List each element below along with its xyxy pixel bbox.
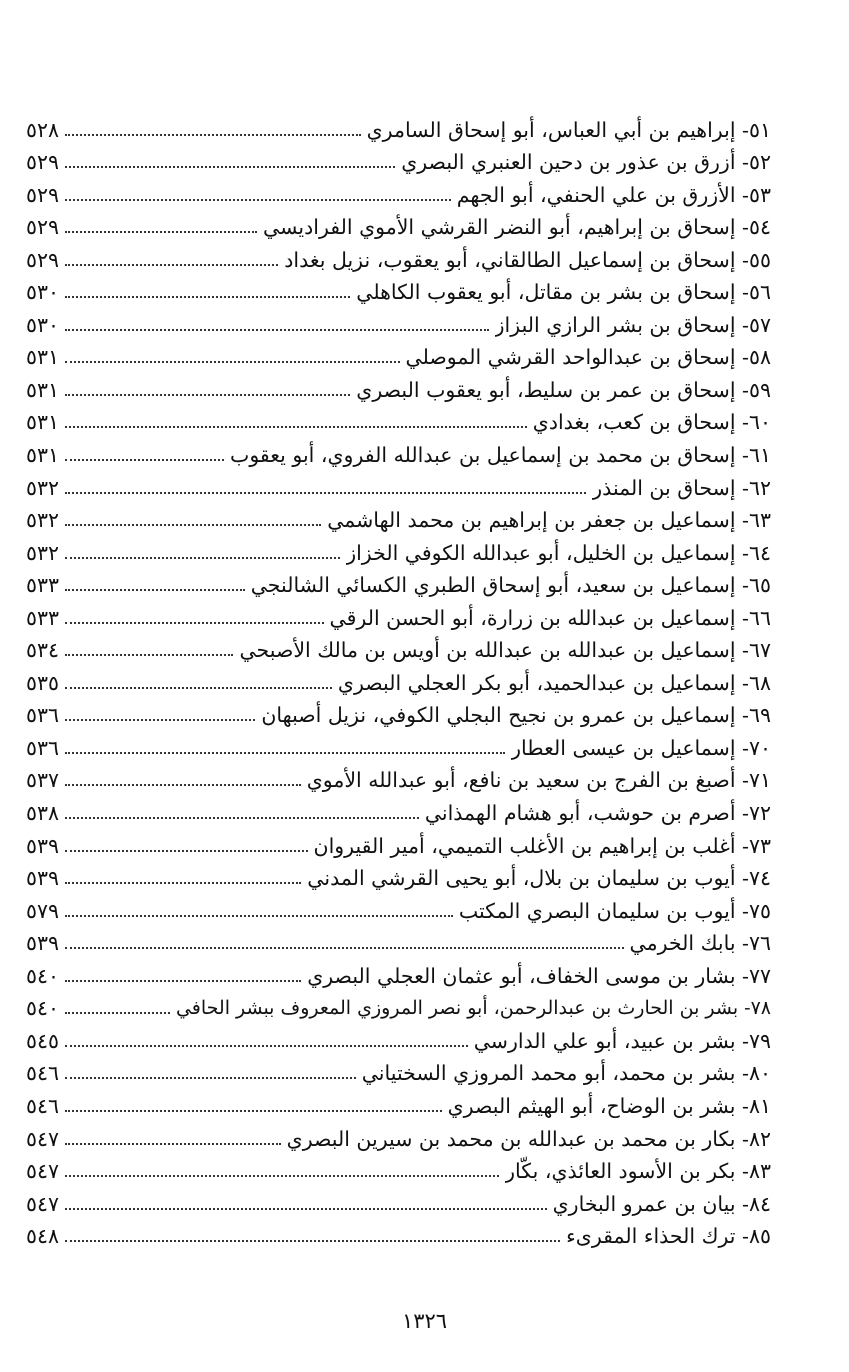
dot-leader [65, 782, 301, 786]
entry-page-number: ٥٢٩ [26, 150, 60, 175]
toc-entry [26, 211, 771, 244]
entry-page-number: ٥٣٢ [26, 540, 60, 565]
entry-page-number: ٥٤٥ [26, 1028, 60, 1053]
toc-entry [26, 341, 771, 374]
entry-title: ٦٩- إسماعيل بن عمرو بن نجيح البجلي الكوفي، نزيل أصبهان [261, 703, 771, 728]
dot-leader [65, 913, 453, 917]
dot-leader [65, 815, 419, 819]
entry-page-number: ٥٣٦ [26, 703, 60, 728]
entry-title: ٦٢- إسحاق بن المنذر [592, 475, 771, 500]
entry-page-number: ٥٢٩ [26, 215, 60, 240]
toc-entry [26, 764, 771, 797]
entry-page-number: ٥٣٤ [26, 638, 60, 663]
dot-leader [65, 197, 451, 201]
entry-title: ٨١- بشر بن الوضاح، أبو الهيثم البصري [447, 1093, 771, 1118]
entry-page-number: ٥٢٨ [26, 117, 60, 142]
entry-page-number: ٥٣٦ [26, 735, 60, 760]
entry-page-number: ٥٣٠ [26, 280, 60, 305]
dot-leader [65, 294, 350, 298]
entry-page-number: ٥٤٨ [26, 1224, 60, 1249]
dot-leader [65, 132, 361, 136]
entry-page-number: ٥٣٩ [26, 866, 60, 891]
dot-leader [65, 327, 489, 331]
toc-entry [26, 1122, 771, 1155]
toc-entry [26, 373, 771, 406]
entry-title: ٧٧- بشار بن موسى الخفاف، أبو عثمان العجلي البصري [307, 963, 771, 988]
dot-leader [65, 945, 623, 949]
entry-page-number: ٥٣٣ [26, 605, 60, 630]
toc-entry [26, 829, 771, 862]
dot-leader [65, 1173, 499, 1177]
entry-page-number: ٥٣٢ [26, 475, 60, 500]
table-of-contents [26, 113, 771, 1252]
entry-page-number: ٥٣١ [26, 443, 60, 468]
dot-leader [65, 457, 224, 461]
entry-title: ٨٥- ترك الحذاء المقرىء [566, 1224, 771, 1249]
dot-leader [65, 229, 257, 233]
entry-title: ٦٨- إسماعيل بن عبدالحميد، أبو بكر العجلي البصري [337, 670, 771, 695]
entry-title: ٥٧- إسحاق بن بشر الرازي البزاز [494, 312, 771, 337]
dot-leader [65, 1075, 356, 1079]
entry-title: ٧٠- إسماعيل بن عيسى العطار [511, 735, 771, 760]
dot-leader [65, 652, 233, 656]
entry-title: ٦٧- إسماعيل بن عبدالله بن عبدالله بن أويس بن مالك الأصبحي [239, 638, 771, 663]
entry-page-number: ٥٣١ [26, 345, 60, 370]
toc-entry [26, 146, 771, 179]
entry-title: ٥٤- إسحاق بن إبراهيم، أبو النضر القرشي الأموي الفراديسي [263, 215, 771, 240]
dot-leader [65, 880, 301, 884]
entry-page-number: ٥٤٧ [26, 1159, 60, 1184]
entry-page-number: ٥٤٧ [26, 1126, 60, 1151]
dot-leader [65, 587, 245, 591]
dot-leader [65, 164, 395, 168]
entry-page-number: ٥٧٩ [26, 898, 60, 923]
toc-entry [26, 438, 771, 471]
toc-entry [26, 113, 771, 146]
toc-entry [26, 862, 771, 895]
toc-entry [26, 308, 771, 341]
toc-entry [26, 927, 771, 960]
dot-leader [65, 424, 527, 428]
dot-leader [65, 490, 586, 494]
entry-page-number: ٥٢٩ [26, 247, 60, 272]
entry-title: ٨٠- بشر بن محمد، أبو محمد المروزي السختياني [361, 1061, 771, 1086]
entry-title: ٦٦- إسماعيل بن عبدالله بن زرارة، أبو الحسن الرقي [329, 605, 771, 630]
dot-leader [65, 1238, 560, 1242]
entry-title: ٦٣- إسماعيل بن جعفر بن إبراهيم بن محمد الهاشمي [327, 508, 771, 533]
entry-title: ٧٦- بابك الخرمي [629, 931, 771, 956]
toc-entry [26, 992, 771, 1025]
entry-title: ٧٢- أصرم بن حوشب، أبو هشام الهمذاني [424, 801, 771, 826]
toc-entry [26, 504, 771, 537]
entry-page-number: ٥٤٦ [26, 1093, 60, 1118]
entry-title: ٧٩- بشر بن عبيد، أبو علي الدارسي [473, 1028, 771, 1053]
toc-entry [26, 666, 771, 699]
toc-entry [26, 796, 771, 829]
entry-title: ٧٤- أيوب بن سليمان بن بلال، أبو يحيى القرشي المدني [307, 866, 771, 891]
entry-page-number: ٥٣٧ [26, 768, 60, 793]
entry-page-number: ٥٣٥ [26, 670, 60, 695]
entry-title: ٥١- إبراهيم بن أبي العباس، أبو إسحاق السامري [366, 117, 771, 142]
entry-page-number: ٥٢٩ [26, 182, 60, 207]
entry-title: ٧١- أصبغ بن الفرج بن سعيد بن نافع، أبو عبدالله الأموي [306, 768, 771, 793]
toc-entry [26, 634, 771, 667]
entry-title: ٥٣- الأزرق بن علي الحنفي، أبو الجهم [456, 182, 771, 207]
toc-entry [26, 894, 771, 927]
dot-leader [65, 717, 255, 721]
entry-title: ٦١- إسحاق بن محمد بن إسماعيل بن عبدالله الفروي، أبو يعقوب [230, 443, 771, 468]
dot-leader [65, 392, 350, 396]
entry-page-number: ٥٤٠ [26, 963, 60, 988]
dot-leader [65, 1108, 442, 1112]
toc-entry [26, 276, 771, 309]
entry-page-number: ٥٣٠ [26, 312, 60, 337]
entry-title: ٨٤- بيان بن عمرو البخاري [552, 1191, 771, 1216]
dot-leader [65, 685, 332, 689]
entry-title: ٧٣- أغلب بن إبراهيم بن الأغلب التميمي، أمير القيروان [313, 833, 771, 858]
dot-leader [65, 848, 307, 852]
toc-entry [26, 536, 771, 569]
dot-leader [65, 555, 340, 559]
dot-leader [65, 978, 301, 982]
dot-leader [65, 522, 321, 526]
entry-title: ٦٠- إسحاق بن كعب، بغدادي [532, 410, 771, 435]
dot-leader [65, 1043, 468, 1047]
dot-leader [65, 1206, 547, 1210]
toc-entry [26, 1024, 771, 1057]
entry-title: ٨٢- بكار بن محمد بن عبدالله بن محمد بن سيرين البصري [286, 1126, 771, 1151]
entry-page-number: ٥٣٩ [26, 833, 60, 858]
dot-leader [65, 262, 278, 266]
page-number: ١٣٢٦ [401, 1309, 448, 1333]
entry-title: ٥٨- إسحاق بن عبدالواحد القرشي الموصلي [405, 345, 771, 370]
entry-page-number: ٥٤٦ [26, 1061, 60, 1086]
toc-entry [26, 1187, 771, 1220]
entry-page-number: ٥٣٢ [26, 508, 60, 533]
toc-entry [26, 601, 771, 634]
entry-title: ٧٥- أيوب بن سليمان البصري المكتب [458, 898, 771, 923]
entry-page-number: ٥٣٨ [26, 801, 60, 826]
toc-entry [26, 1089, 771, 1122]
toc-entry [26, 569, 771, 602]
entry-title: ٥٦- إسحاق بن بشر بن مقاتل، أبو يعقوب الكاهلي [356, 280, 771, 305]
toc-entry [26, 731, 771, 764]
toc-entry [26, 1220, 771, 1253]
dot-leader [65, 1141, 281, 1145]
entry-title: ٨٣- بكر بن الأسود العائذي، بكّار [505, 1159, 771, 1184]
toc-entry [26, 406, 771, 439]
entry-page-number: ٥٤٧ [26, 1191, 60, 1216]
entry-title: ٧٨- بشر بن الحارث بن عبدالرحمن، أبو نصر المروزي المعروف ببشر الحافي [175, 997, 771, 1020]
entry-title: ٥٩- إسحاق بن عمر بن سليط، أبو يعقوب البصري [356, 377, 771, 402]
entry-page-number: ٥٣١ [26, 377, 60, 402]
toc-entry [26, 178, 771, 211]
entry-page-number: ٥٣٣ [26, 573, 60, 598]
toc-entry [26, 699, 771, 732]
dot-leader [65, 620, 323, 624]
toc-entry [26, 471, 771, 504]
toc-entry [26, 959, 771, 992]
entry-title: ٦٤- إسماعيل بن الخليل، أبو عبدالله الكوفي الخزاز [346, 540, 771, 565]
entry-title: ٥٥- إسحاق بن إسماعيل الطالقاني، أبو يعقوب، نزيل بغداد [284, 247, 771, 272]
dot-leader [65, 1010, 170, 1014]
entry-title: ٦٥- إسماعيل بن سعيد، أبو إسحاق الطبري الكسائي الشالنجي [250, 573, 771, 598]
entry-page-number: ٥٤٠ [26, 996, 60, 1021]
toc-entry [26, 1057, 771, 1090]
entry-title: ٥٢- أزرق بن عذور بن دحين العنبري البصري [401, 150, 771, 175]
entry-page-number: ٥٣١ [26, 410, 60, 435]
dot-leader [65, 750, 505, 754]
dot-leader [65, 359, 399, 363]
toc-entry [26, 243, 771, 276]
toc-entry [26, 1155, 771, 1188]
entry-page-number: ٥٣٩ [26, 931, 60, 956]
